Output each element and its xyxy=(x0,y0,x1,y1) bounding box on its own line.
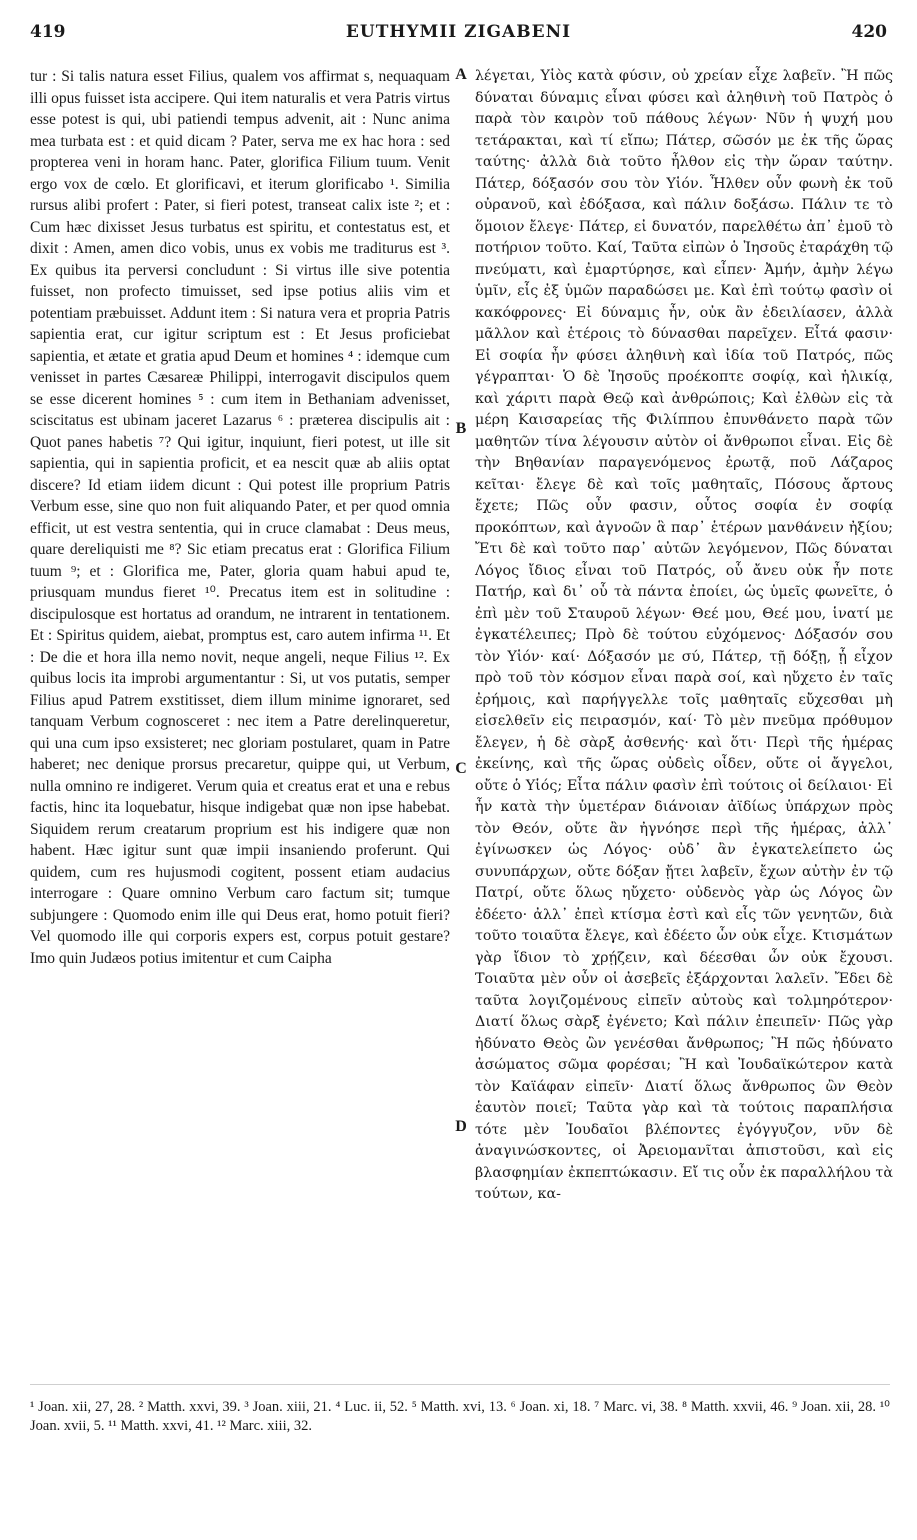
margin-marker-d: D xyxy=(455,1118,467,1135)
margin-marker-a: A xyxy=(455,66,467,83)
page-number-right: 420 xyxy=(851,22,887,42)
latin-text: tur : Si talis natura esset Filius, qualem vos affirmat s, nequaquam illi opus fuisset ista accipere. Qui item naturalis et vera Patris virtus esse potest is qui, ubi patiendi tempus advenit, ait : Nunc anima mea turbata est : et quid dicam ? Pater, serva me ex hac hora : sed propterea veni in horam hanc. Pater, glorifica Filium tuum. Venit ergo vox de cœlo. Et glorificavi, et iterum glorificabo ¹. Similia rursus alibi profert : Pater, si fieri potest, transeat calix iste ²; et : Cum hæc dixisset Jesus turbatus est spiritu, et contestatus est, et dixit : Amen, amen dico vobis, unus ex vobis me traditurus est ³. Ex quibus ita perversi concludunt : Si virtus ille sive potentia fuisset, non profecto timuisset, sed ipse potius aliis vim et potentiam præbuisset. Addunt item : Si natura vera et propria Patris sapientia erat, cur igitur scriptum est : Et Jesus proficiebat sapientia, et ætate et gratia apud Deum et homines ⁴ : idemque cum venisset in partes Cæsareæ Philippi, interrogavit discipulos quem se esse dicerent homines ⁵ : cum item in Bethaniam advenisset, sciscitatus est ubinam jaceret Lazarus ⁶ : præterea discipulis ait : Quot panes habetis ⁷? Qui igitur, inquiunt, fieri potest, ut ille sit sapientia, qui in sapientia proficit, et ea nescit quæ ab aliis optat discere? Id etiam iidem dicunt : Qui potest ille proprium Patris Verbum esse, sine quo non fuit aliquando Pater, et per quod omnia efficit, ut est vestra sententia, qui in cruce clamabat : Deus meus, quare dereliquisti me ⁸? Sic etiam precatus erat : Glorifica Filium tuum ⁹; et : Glorifica me, Pater, gloria quam habui apud te, priusquam mundus fieret ¹⁰. Precatus item est in solitudine : discipulosque est hortatus ad orandum, ne intrarent in tentationem. Et : Spiritus quidem, aiebat, promptus est, caro autem infirma ¹¹. Et : De die et hora illa nemo novit, neque angeli, neque Filius ¹². Ex quibus locis ita improbi argumentantur : Si, ut vos putatis, semper Filius apud Patrem exstitisset, diem illum minime ignoraret, sed tanquam Verbum cognosceret : nec item a Patre derelinqueretur, qui una cum ipso exsisteret; nec gloriam postularet, quam in Patre haberet; nec denique prorsus precaretur, quippe qui, ut Verbum, nulla omnino re indigeret. Verum quia et creatus erat et una e rebus factis, hinc ita loquebatur, hisque indigebat quæ non ipse habebat. Siquidem rerum creatarum proprium est his indigere quæ non habent. Hæc igitur sunt quæ impii insaniendo proferunt. Qui quidem, cum res hujusmodi cogitent, possent etiam audacius interrogare : Quare omnino Verbum caro factum sit; tumque subjungere : Quomodo enim ille qui Deus erat, homo potuit fieri? Vel quomodo ille qui corporis expers est, corpus potuit gestare? Imo quin Judæos potius imitentur et cum Caipha xyxy=(30,68,450,967)
footnote-text: ¹ Joan. xii, 27, 28. ² Matth. xxvi, 39. ³ Joan. xiii, 21. ⁴ Luc. ii, 52. ⁵ Matth. xvi, 13. ⁶ Joan. xi, 18. ⁷ Marc. vi, 38. ⁸ Matth. xxvii, 46. ⁹ Joan. xii, 28. ¹⁰ Joan. xvii, 5. ¹¹ Matth. xxvi, 41. ¹² Marc. xiii, 32. xyxy=(30,1399,890,1434)
footnote-divider xyxy=(30,1384,890,1385)
latin-column xyxy=(30,66,450,969)
greek-column xyxy=(475,66,893,1206)
margin-marker-b: B xyxy=(455,420,467,437)
page-number-left: 419 xyxy=(30,22,66,42)
greek-text: λέγεται, Υἱὸς κατὰ φύσιν, οὐ χρείαν εἶχε λαβεῖν. Ἢ πῶς δύναται δύναμις εἶναι φύσει καὶ ἀληθινὴ τοῦ Πατρὸς ὁ παρὰ τὸν καιρὸν τοῦ πάθους λέγων· Νῦν ἡ ψυχή μου τετάρακται, καὶ τί εἴπω; Πάτερ, σῶσόν με ἐκ τῆς ὥρας ταύτης· ἀλλὰ διὰ τοῦτο ἦλθον εἰς τὴν ὥραν ταύτην. Πάτερ, δόξασόν σου τὸν Υἱόν. Ἦλθεν οὖν φωνὴ ἐκ τοῦ οὐρανοῦ, καὶ ἐδόξασα, καὶ πάλιν δοξάσω. Πάλιν τε τὸ ὅμοιον ἔλεγε· Πάτερ, εἰ δυνατόν, παρελθέτω ἀπ᾿ ἐμοῦ τὸ ποτήριον τοῦτο. Καί, Ταῦτα εἰπὼν ὁ Ἰησοῦς ἐταράχθη τῷ πνεύματι, καὶ ἐμαρτύρησε, καὶ εἶπεν· Ἀμήν, ἀμὴν λέγω ὑμῖν, εἷς ἐξ ὑμῶν παραδώσει με. Καὶ ἐπὶ τούτῳ φασὶν οἱ κακόφρονες· Εἰ δύναμις ἦν, οὐκ ἂν ἐδειλίασεν, ἀλλὰ μᾶλλον καὶ ἑτέροις τὸ δύνασθαι παρεῖχεν. Εἶτά φασιν· Εἰ σοφία ἦν φύσει ἀληθινὴ καὶ ἰδία τοῦ Πατρός, πῶς γέγραπται· Ὁ δὲ Ἰησοῦς προέκοπτε σοφίᾳ, καὶ ἡλικίᾳ, καὶ χάριτι παρὰ Θεῷ καὶ ἀνθρώποις; Καὶ ἐλθὼν εἰς τὰ μέρη Καισαρείας τῆς Φιλίππου ἐπυνθάνετο παρὰ τῶν μαθητῶν τίνα λέγουσιν αὐτὸν οἱ ἄνθρωποι εἶναι. Εἰς δὲ τὴν Βηθανίαν παραγενόμενος ἐρωτᾷ, ποῦ Λάζαρος κεῖται· ἔλεγε δὲ καὶ τοῖς μαθηταῖς, Πόσους ἄρτους ἔχετε; Πῶς οὖν φασιν, οὗτος σοφία ἐν σοφίᾳ προκόπτων, καὶ ἀγνοῶν ἃ παρ᾿ ἑτέρων μανθάνειν ἠξίου; Ἔτι δὲ καὶ τοῦτο παρ᾿ αὐτῶν λεγόμενον, Πῶς δύναται Λόγος ἴδιος εἶναι τοῦ Πατρός, οὗ ἄνευ οὐκ ἦν ποτε Πατήρ, καὶ δι᾿ οὗ τὰ πάντα ἐποίει, ὡς ὑμεῖς φωνεῖτε, ὁ ἐπὶ μὲν τοῦ Σταυροῦ λέγων· Θεέ μου, Θεέ μου, ἱνατί με ἐγκατέλειπες; Πρὸ δὲ τούτου εὐχόμενος· Δόξασόν σου τὸν Υἱόν· καί· Δόξασόν με σύ, Πάτερ, τῇ δόξῃ, ᾗ εἶχον πρὸ τοῦ τὸν κόσμον εἶναι παρὰ σοί, καὶ ηὔχετο ἐν ταῖς ἐρήμοις, καὶ παρήγγελλε τοῖς μαθηταῖς εὔχεσθαι μὴ εἰσελθεῖν εἰς πειρασμόν, καί· Τὸ μὲν πνεῦμα πρόθυμον ἔλεγεν, ἡ δὲ σὰρξ ἀσθενής· καὶ ὅτι· Περὶ τῆς ἡμέρας ἐκείνης, καὶ τῆς ὥρας οὐδεὶς οἶδεν, οὔτε οἱ ἄγγελοι, οὔτε ὁ Υἱός; Εἶτα πάλιν φασὶν ἐπὶ τούτοις οἱ δείλαιοι· Εἰ ἦν κατὰ τὴν ὑμετέραν διάνοιαν ἀϊδίως ὑπάρχων πρὸς τὸν Θεόν, οὔτε ἂν ἠγνόησε περὶ τῆς ἡμέρας, ἀλλ᾿ ἐγίνωσκεν ὡς Λόγος· οὐδ᾿ ἂν ἐγκατελείπετο ὡς συνυπάρχων, οὔτε δόξαν ᾔτει λαβεῖν, ἔχων αὐτὴν ἐν τῷ Πατρί, οὔτε ὅλως ηὔχετο· οὐδενὸς γὰρ ὡς Λόγος ὢν ἐδέετο· ἀλλ᾿ ἐπεὶ κτίσμα ἐστὶ καὶ εἷς τῶν γενητῶν, διὰ τοῦτο τοιαῦτα ἔλεγε, καὶ ἐδέετο ὧν οὐκ εἶχε. Κτισμάτων γὰρ ἴδιον τὸ χρῄζειν, καὶ δέεσθαι ὧν οὐκ ἔχουσι. Τοιαῦτα μὲν οὖν οἱ ἀσεβεῖς ἐξάρχονται λαλεῖν. Ἔδει δὲ ταῦτα λογιζομένους εἰπεῖν αὐτοὺς καὶ τολμηρότερον· Διατί ὅλως σὰρξ ἐγένετο; Καὶ πάλιν ἐπειπεῖν· Πῶς γὰρ ἠδύνατο Θεὸς ὢν γενέσθαι ἄνθρωπος; Ἢ πῶς ἠδύνατο ἀσώματος σῶμα φορέσαι; Ἢ καὶ Ἰουδαϊκώτερον κατὰ τὸν Καϊάφαν εἰπεῖν· Διατί ὅλως ἄνθρωπος ὢν Θεὸν ἑαυτὸν ποιεῖ; Ταῦτα γὰρ καὶ τὰ τούτοις παραπλήσια τότε μὲν Ἰουδαῖοι βλέποντες ἐγόγγυζον, νῦν δὲ ἀναγινώσκοντες, οἱ Ἀρειομανῖται ἀπιστοῦσι, καὶ εἰς βλασφημίαν ἐκπεπτώκασιν. Εἴ τις οὖν ἐκ παραλλήλου τὰ τούτων, κα- xyxy=(475,68,893,1202)
footnotes xyxy=(30,1398,890,1436)
running-title: EUTHYMII ZIGABENI xyxy=(345,22,572,42)
margin-marker-c: C xyxy=(455,760,467,777)
page-header xyxy=(24,22,893,46)
